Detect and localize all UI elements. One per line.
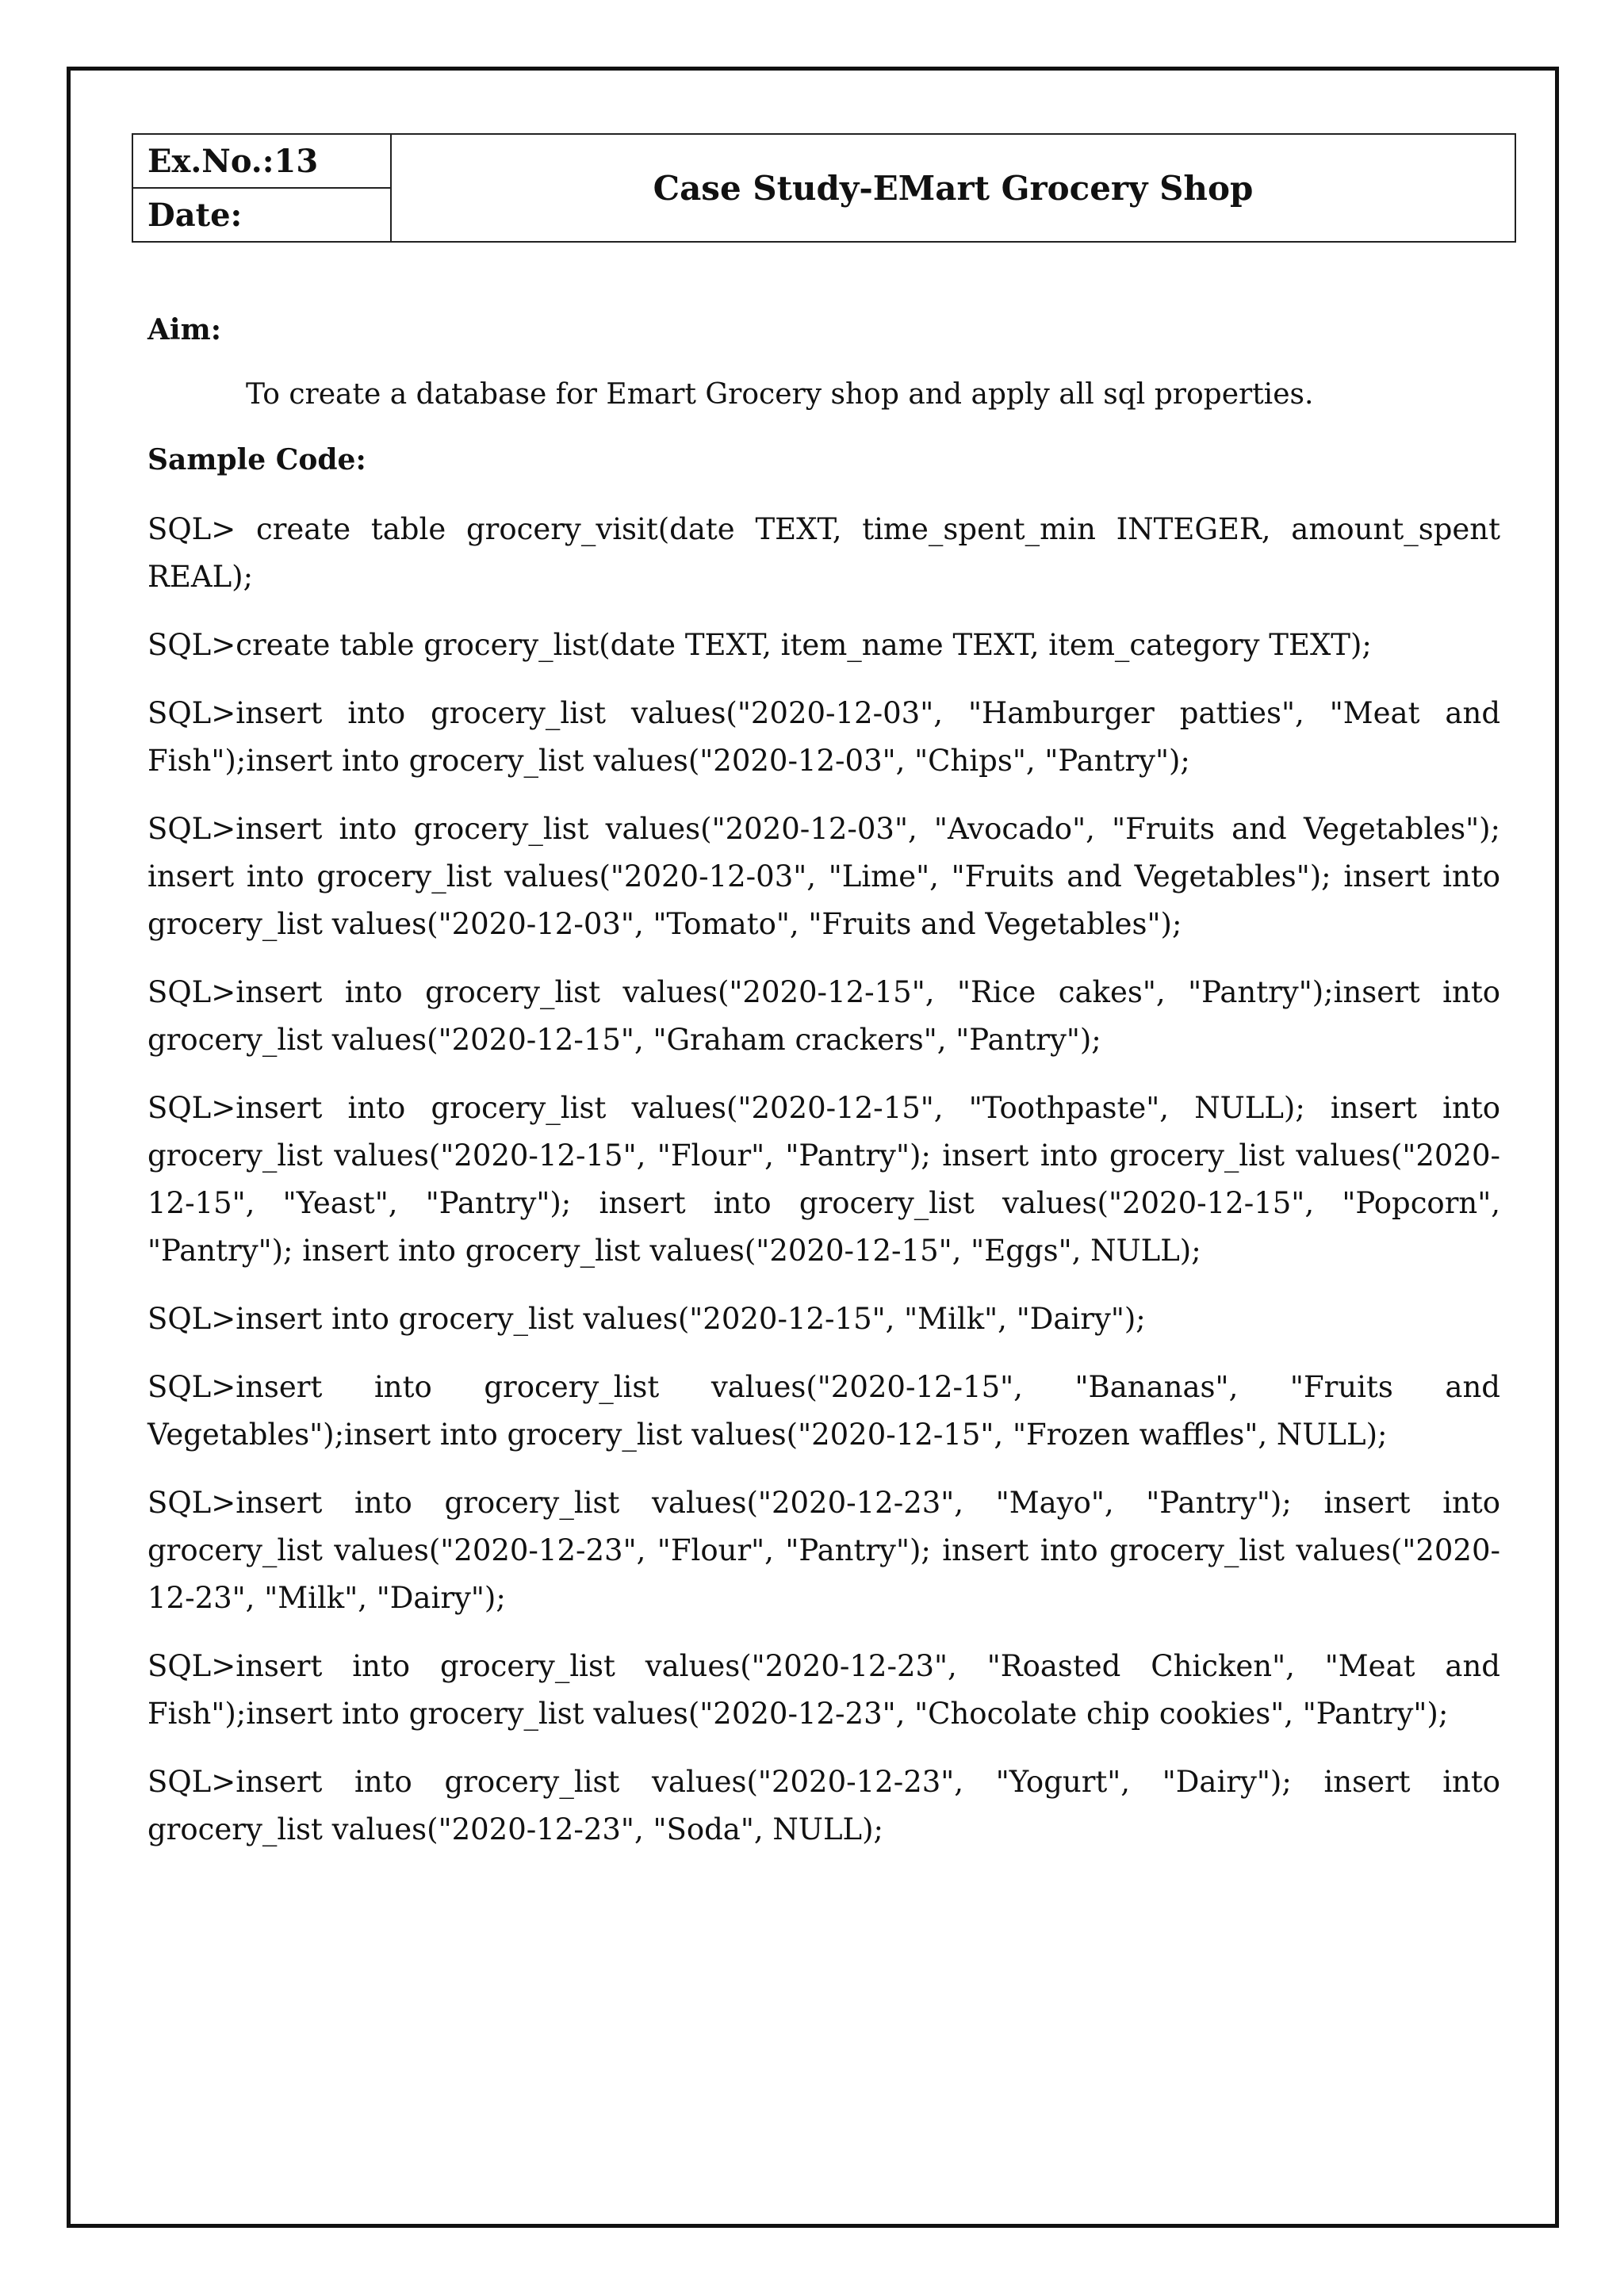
sample-code-heading: Sample Code:	[147, 443, 366, 476]
document-body	[147, 311, 1500, 1874]
code-statement-insert: SQL>insert into grocery_list values("2020-12-03", "Avocado", "Fruits and Vegetables"); insert into grocery_list values("2020-12-03", "Lime", "Fruits and Vegetables"); insert into grocery_list values("2020-12-03", "Tomato", "Fruits and Vegetables");	[147, 812, 1500, 941]
aim-heading: Aim:	[147, 313, 221, 346]
code-statement-insert: SQL>insert into grocery_list values("2020-12-15", "Rice cakes", "Pantry");insert into grocery_list values("2020-12-15", "Graham crackers", "Pantry");	[147, 975, 1500, 1057]
code-statement-create-grocery-list: SQL>create table grocery_list(date TEXT, item_name TEXT, item_category TEXT);	[147, 628, 1372, 662]
code-statement-insert: SQL>insert into grocery_list values("2020-12-23", "Yogurt", "Dairy"); insert into grocery_list values("2020-12-23", "Soda", NULL);	[147, 1765, 1500, 1846]
code-statement-insert: SQL>insert into grocery_list values("2020-12-15", "Bananas", "Fruits and Vegetables");insert into grocery_list values("2020-12-15", "Frozen waffles", NULL);	[147, 1370, 1500, 1452]
code-statement-insert: SQL>insert into grocery_list values("2020-12-15", "Milk", "Dairy");	[147, 1302, 1146, 1336]
page-title: Case Study-EMart Grocery Shop	[653, 168, 1254, 208]
code-statement-insert: SQL>insert into grocery_list values("2020-12-15", "Toothpaste", NULL); insert into grocery_list values("2020-12-15", "Flour", "Pantry"); insert into grocery_list values("2020-12-15", "Yeast", "Pantry"); insert into grocery_list values("2020-12-15", "Popcorn", "Pantry"); insert into grocery_list values("2020-12-15", "Eggs", NULL);	[147, 1091, 1500, 1268]
header-table	[132, 133, 1516, 243]
exercise-number: Ex.No.:13	[133, 135, 390, 189]
code-statement-insert: SQL>insert into grocery_list values("2020-12-23", "Mayo", "Pantry"); insert into grocery_list values("2020-12-23", "Flour", "Pantry"); insert into grocery_list values("2020-12-23", "Milk", "Dairy");	[147, 1486, 1500, 1615]
code-statement-insert: SQL>insert into grocery_list values("2020-12-23", "Roasted Chicken", "Meat and Fish");insert into grocery_list values("2020-12-23", "Chocolate chip cookies", "Pantry");	[147, 1649, 1500, 1731]
date-label: Date:	[147, 196, 243, 234]
header-left-column	[133, 135, 392, 241]
aim-text: To create a database for Emart Grocery shop and apply all sql properties.	[246, 378, 1314, 411]
code-statement-create-grocery-visit: SQL> create table grocery_visit(date TEXT, time_spent_min INTEGER, amount_spent REAL);	[147, 512, 1500, 594]
code-statement-insert: SQL>insert into grocery_list values("2020-12-03", "Hamburger patties", "Meat and Fish");insert into grocery_list values("2020-12-03", "Chips", "Pantry");	[147, 696, 1500, 778]
